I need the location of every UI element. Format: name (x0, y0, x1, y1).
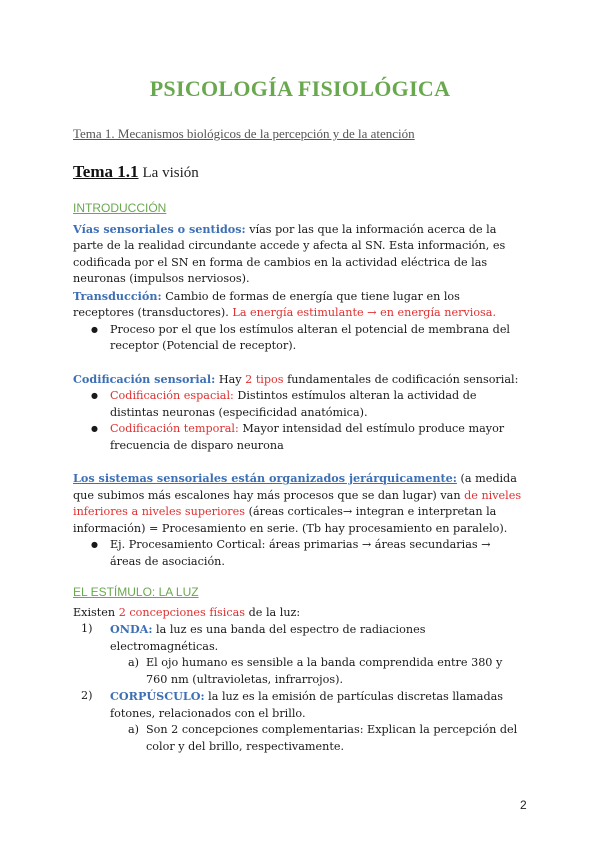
bullet-list-transduccion (73, 322, 523, 355)
text-onda: la luz es una banda del espectro de radiaciones electromagnéticas. (110, 623, 426, 653)
term-onda: ONDA: (110, 622, 153, 636)
highlight-niveles: de niveles inferiores a niveles superiores (73, 488, 522, 518)
paragraph-transduccion (73, 288, 523, 322)
text-onda-sub: El ojo humano es sensible a la banda comprendida entre 380 y 760 nm (ultravioletas, infrarrojos). (146, 656, 503, 686)
topic-heading (73, 162, 199, 182)
text-vias: vías por las que la información acerca de la parte de la realidad circundante accede y afecta al SN. Esta información, es codificada por el SN en forma de cambios en la actividad eléctrica de las neuronas (impulsos nerviosos). (73, 222, 506, 285)
list-marker: 2) (81, 689, 93, 702)
topic-number: Tema 1.1 (73, 162, 139, 181)
term-vias: Vías sensoriales o sentidos: (73, 221, 246, 236)
text-sistemas-post: (áreas corticales→ integran e interpretan la información) = Procesamiento en serie. (Tb hay procesamiento en paralelo). (73, 505, 508, 535)
list-marker: 1) (81, 622, 93, 635)
bullet-list-sistemas (73, 537, 523, 570)
paragraph-sistemas (73, 470, 523, 537)
topic-name: La visión (142, 165, 199, 181)
term-transduccion: Transducción: (73, 288, 162, 303)
highlight-espacial: Codificación espacial: (110, 389, 234, 402)
term-sistemas: Los sistemas sensoriales están organizados jerárquicamente: (73, 471, 457, 485)
highlight-temporal: Codificación temporal: (110, 422, 239, 435)
list-item (73, 421, 523, 454)
bullet-list-codificacion (73, 388, 523, 454)
section-heading-estimulo: EL ESTÍMULO: LA LUZ (73, 585, 199, 599)
list-item-onda (73, 621, 523, 655)
paragraph-codificacion (73, 371, 523, 389)
list-item (73, 388, 523, 421)
paragraph-vias (73, 221, 523, 288)
text-corpusculo-sub: Son 2 concepciones complementarias: Explican la percepción del color y del brillo, respectivamente. (146, 723, 518, 753)
list-item: ● Ej. Procesamiento Cortical: áreas primarias → áreas secundarias → áreas de asociación. (73, 537, 523, 570)
text-temporal: Mayor intensidad del estímulo produce mayor frecuencia de disparo neurona (110, 422, 505, 452)
text-corpusculo: la luz es la emisión de partículas discretas llamadas fotones, relacionados con el brillo. (110, 690, 504, 720)
text-sistemas-pre: (a medida que subimos más escalones hay más procesos que se dan lugar) van (73, 472, 517, 502)
sublist-item-corpusculo (73, 722, 523, 755)
page-number: 2 (520, 798, 527, 812)
document-subtitle: Tema 1. Mecanismos biológicos de la percepción y de la atención (73, 126, 415, 141)
sublist-marker: a) (128, 656, 140, 669)
text-concepciones-pre: Existen (73, 605, 119, 619)
document-body (73, 200, 523, 755)
text-espacial: Distintos estímulos alteran la actividad de distintas neuronas (especificidad anatómica). (110, 389, 477, 419)
sublist-marker: a) (128, 723, 140, 736)
text-codificacion-post: fundamentales de codificación sensorial: (283, 372, 519, 386)
highlight-concepciones: 2 concepciones físicas (118, 605, 246, 619)
term-codificacion: Codificación sensorial: (73, 371, 216, 386)
section-heading-introduccion: INTRODUCCIÓN (73, 201, 167, 215)
paragraph-concepciones (73, 605, 523, 622)
sublist-item-onda (73, 655, 523, 688)
text-codificacion-pre: Hay (215, 372, 246, 386)
document-title: PSICOLOGÍA FISIOLÓGICA (149, 76, 451, 101)
list-item: ● Proceso por el que los estímulos alteran el potencial de membrana del receptor (Potencial de receptor). (73, 322, 523, 355)
list-item-corpusculo (73, 688, 523, 722)
term-corpusculo: CORPÚSCULO: (110, 689, 205, 703)
text-concepciones-post: de la luz: (245, 605, 301, 619)
highlight-2-tipos: 2 tipos (245, 372, 284, 386)
highlight-energia: La energía estimulante → en energía nerviosa. (232, 306, 497, 319)
text-transduccion: Cambio de formas de energía que tiene lugar en los receptores (transductores). (73, 289, 460, 319)
